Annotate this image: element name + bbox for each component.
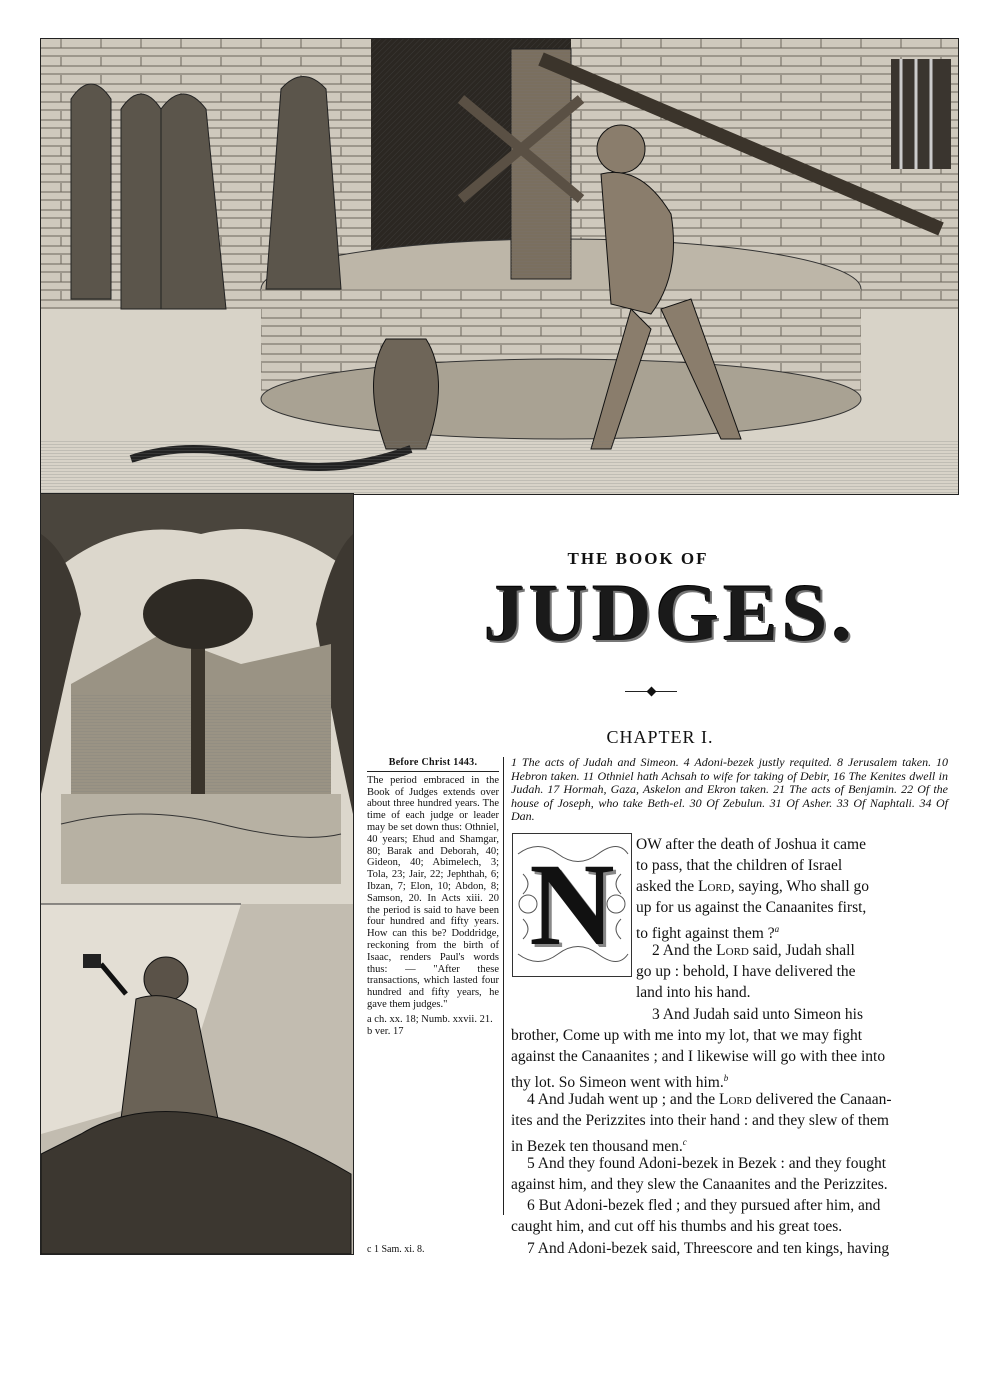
text-line: brother, Come up with me into my lot, that we may fight xyxy=(511,1027,863,1044)
text-line: to fight against them ?$^a$ xyxy=(636,924,780,943)
text-line: caught him, and cut off his thumbs and his great toes. xyxy=(511,1218,843,1235)
text-line: 3 And Judah said unto Simeon his xyxy=(652,1006,863,1023)
ornament-diamond-icon xyxy=(647,687,657,697)
text-line: 4 And Judah went up ; and the Lord delivered the Canaan- xyxy=(527,1091,892,1108)
note-body: The period embraced in the Book of Judges extends over about three hundred years. The time of each judge or leader may be set down thus: Othniel, 40 years; Ehud and Shamgar, 80; Barak and Deborah, 40; Gideon, 40; Abimelech, 3; Tola, 23; Jair, 22; Jephthah, 6; Ibzan, 7; Elon, 10; Abdon, 8; Samson, 20. In Acts xiii. 20 the period is said to have been four hundred and fifty years. How can this be? Doddridge, reckoning from the birth of Isaac, renders Paul's words thus: — "After these transactions, which lasted four hundred and fifty years, he gave them judges." xyxy=(367,774,499,1010)
text-line: OW after the death of Joshua it came xyxy=(636,836,866,853)
book-title: JUDGES. xyxy=(483,567,856,658)
text-line: against the Canaanites ; and I likewise will go with thee into xyxy=(511,1048,886,1065)
chapter-heading: CHAPTER I. xyxy=(606,727,714,747)
text-line: 7 And Adoni-bezek said, Threescore and ten kings, having xyxy=(527,1240,890,1257)
dropcap-ornament xyxy=(512,833,632,977)
book-of-label: THE BOOK OF xyxy=(567,549,709,568)
dropcap-letter: N xyxy=(529,839,615,970)
cross-reference-a: a ch. xx. 18; Numb. xxvii. 21. xyxy=(367,1013,493,1025)
text-line: ites and the Perizzites into their hand : and they slew of them xyxy=(511,1112,889,1129)
cross-reference-b: b ver. 17 xyxy=(367,1025,404,1037)
text-line: land into his hand. xyxy=(636,984,751,1001)
chapter-summary: 1 The acts of Judah and Simeon. 4 Adoni-bezek justly requited. 8 Jerusalem taken. 10 Hebron taken. 11 Othniel hath Achsah to wife for taking of Debir, 16 The Kenites dwell in Judah. 17 Hormah, Gaza, Askelon and Ekron taken. 21 The acts of Benjamin. 22 Of the house of Joseph, who take Beth-el. 30 Of Zebulun. 31 Of Asher. 33 Of Naphtali. 34 Of Dan. xyxy=(511,755,948,824)
samson-mill-engraving xyxy=(40,38,959,495)
date-header: Before Christ 1443. xyxy=(367,757,499,772)
text-line: go up : behold, I have delivered the xyxy=(636,963,856,980)
text-line: in Bezek ten thousand men.$^c$ xyxy=(511,1137,687,1156)
text-line: up for us against the Canaanites first, xyxy=(636,899,867,916)
text-line: 6 But Adoni-bezek fled ; and they pursued after him, and xyxy=(527,1197,881,1214)
text-line: to pass, that the children of Israel xyxy=(636,857,843,874)
text-line: 2 And the Lord said, Judah shall xyxy=(652,942,855,959)
marginal-note xyxy=(367,757,499,1037)
column-rule xyxy=(503,757,504,1215)
deborah-jael-engraving xyxy=(40,493,354,1255)
text-line: asked the Lord, saying, Who shall go xyxy=(636,878,870,895)
cross-reference-c: c 1 Sam. xi. 8. xyxy=(367,1244,425,1255)
text-line: against him, and they slew the Canaanites and the Perizzites. xyxy=(511,1176,888,1193)
text-line: thy lot. So Simeon went with him.$^b$ xyxy=(511,1073,729,1092)
text-line: 5 And they found Adoni-bezek in Bezek : and they fought xyxy=(527,1155,887,1172)
